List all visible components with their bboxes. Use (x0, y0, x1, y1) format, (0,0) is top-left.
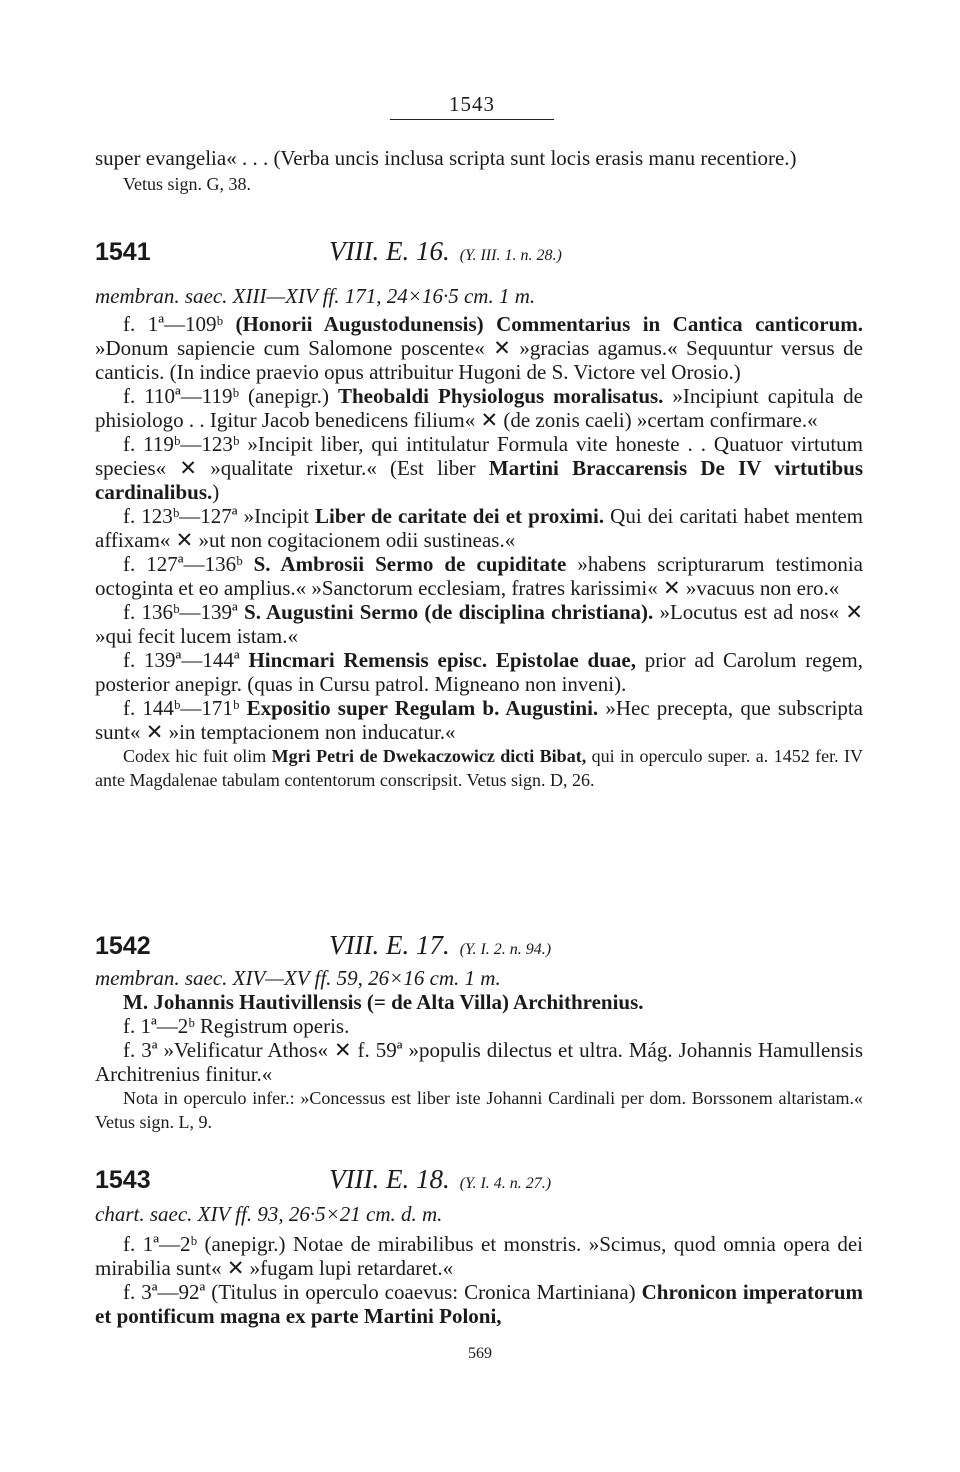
content-item (95, 312, 863, 384)
content-item (95, 1280, 863, 1328)
physical-description: membran. saec. XIII—XIV ff. 171, 24×16·5 cm. 1 m. (95, 284, 536, 308)
work-title: Chronicon imperatorum et pontificum magna ex parte Martini Poloni, (95, 1280, 863, 1328)
content-item (95, 648, 863, 696)
folio-range: f. 123ᵇ—127ª »Incipit (123, 504, 316, 528)
header-rule (390, 119, 554, 120)
incipit: Qui dei caritati habet mentem affixam« ✕ »ut non cogitacionem odii sustineas.« (95, 504, 863, 552)
note-text: qui in operculo super. a. 1452 fer. IV ante Magdalenae tabulam contentorum conscripsit. Vetus sign. D, 26. (95, 746, 864, 790)
folio-range: f. 110ª—119ᵇ (anepigr.) (123, 384, 338, 408)
work-title: Expositio super Regulam b. Augustini. (246, 696, 599, 720)
intro-text: super evangelia« . . . (Verba uncis inclusa scripta sunt locis erasis manu recentiore.) (95, 146, 797, 170)
closing-paren: ) (212, 480, 220, 504)
entry-1543-body (95, 1202, 863, 1328)
incipit: prior ad Carolum regem, posterior anepigr. (quas in Cursu patrol. Migneano non inveni). (95, 648, 863, 696)
content-item (95, 600, 863, 648)
shelf-mark (329, 930, 551, 961)
entry-1542-body (95, 966, 863, 1134)
shelf-mark-text: VIII. E. 17. (329, 930, 450, 960)
note-text: Codex hic fuit olim (123, 746, 272, 766)
incipit: f. 119ᵇ—123ᵇ »Incipit liber, qui intitulatur Formula vite honeste . . Quatuor virtutum species« ✕ »qualitate rixetur.« (Est liber (95, 432, 863, 480)
shelf-mark (329, 236, 562, 267)
running-page-number: 1543 (449, 92, 495, 116)
intro-old-signature: Vetus sign. G, 38. (123, 174, 252, 194)
folio-range: f. 127ª—136ᵇ (123, 552, 254, 576)
physical-description: chart. saec. XIV ff. 93, 26·5×21 cm. d. m. (95, 1202, 443, 1226)
entry-number: 1542 (95, 932, 151, 960)
physical-description: membran. saec. XIV—XV ff. 59, 26×16 cm. 1 m. (95, 966, 501, 990)
old-shelf-mark: (Y. I. 2. n. 94.) (459, 941, 552, 958)
provenance-note (95, 744, 863, 792)
work-title: S. Ambrosii Sermo de cupiditate (253, 552, 567, 576)
work-title: Hincmari Remensis episc. Epistolae duae, (248, 648, 636, 672)
entry-1543-heading (95, 1166, 863, 1200)
content-item (95, 552, 863, 600)
intro-continuation (95, 146, 863, 196)
folio-range: f. 1ª—109ᵇ (123, 312, 236, 336)
folio-range: f. 136ᵇ—139ª (123, 600, 245, 624)
content-item: f. 1ª—2ᵇ (anepigr.) Notae de mirabilibus et monstris. »Scimus, quod omnia opera dei mirabilia sunt« ✕ »fugam lupi retardaret.« (95, 1232, 863, 1280)
incipit: »Locutus est ad nos« ✕ »qui fecit lucem istam.« (95, 600, 863, 648)
folio-range: f. 144ᵇ—171ᵇ (123, 696, 247, 720)
incipit: »Incipiunt capitula de phisiologo . . Igitur Jacob benedicens filium« ✕ (de zonis caeli) »certam confirmare.« (95, 384, 863, 432)
incipit: »Hec precepta, que subscripta sunt« ✕ »in temptacionem non inducatur.« (95, 696, 863, 744)
owner-name: Mgri Petri de Dwekaczowicz dicti Bibat, (271, 746, 587, 766)
content-item: f. 1ª—2ᵇ Registrum operis. (123, 1014, 350, 1038)
old-shelf-mark: (Y. I. 4. n. 27.) (459, 1175, 552, 1192)
entry-1542-heading (95, 932, 863, 966)
work-title: Liber de caritate dei et proximi. (315, 504, 605, 528)
incipit: »habens scripturarum testimonia octoginta et eo amplius.« »Sanctorum ecclesiam, fratres karissimi« ✕ »vacuus non ero.« (95, 552, 863, 600)
shelf-mark-text: VIII. E. 18. (329, 1164, 450, 1194)
entry-1541-heading (95, 238, 863, 272)
old-shelf-mark: (Y. III. 1. n. 28.) (459, 247, 562, 264)
work-title: (Honorii Augustodunensis) Commentarius in Cantica canticorum. (235, 312, 863, 336)
entry-1541-body (95, 284, 863, 792)
work-title: S. Augustini Sermo (de disciplina christiana). (244, 600, 654, 624)
work-title: M. Johannis Hautivillensis (= de Alta Villa) Archithrenius. (123, 990, 644, 1014)
work-title: Theobaldi Physiologus moralisatus. (337, 384, 664, 408)
provenance-note: Nota in operculo infer.: »Concessus est liber iste Johanni Cardinali per dom. Borssonem altaristam.« Vetus sign. L, 9. (95, 1088, 863, 1132)
content-item (95, 504, 863, 552)
shelf-mark-text: VIII. E. 16. (329, 236, 450, 266)
incipit: »Donum sapiencie cum Salomone poscente« ✕ »gracias agamus.« Sequuntur versus de canticis. (In indice praevio opus attribuitur Hugoni de S. Victore vel Orosio.) (95, 336, 863, 384)
content-item (95, 696, 863, 744)
content-item (95, 384, 863, 432)
entry-number: 1543 (95, 1166, 151, 1194)
entry-number: 1541 (95, 238, 151, 266)
shelf-mark (329, 1164, 551, 1195)
folio-range: f. 139ª—144ª (123, 648, 249, 672)
folio-range: f. 3ª—92ª (Titulus in operculo coaevus: Cronica Martiniana) (123, 1280, 642, 1304)
content-item (95, 432, 863, 504)
folio-number: 569 (468, 1345, 492, 1362)
work-title: Martini Braccarensis De IV virtutibus cardinalibus. (95, 456, 863, 504)
content-item: f. 3ª »Velificatur Athos« ✕ f. 59ª »populis dilectus et ultra. Mág. Johannis Hamullensis Architrenius finitur.« (95, 1038, 863, 1086)
